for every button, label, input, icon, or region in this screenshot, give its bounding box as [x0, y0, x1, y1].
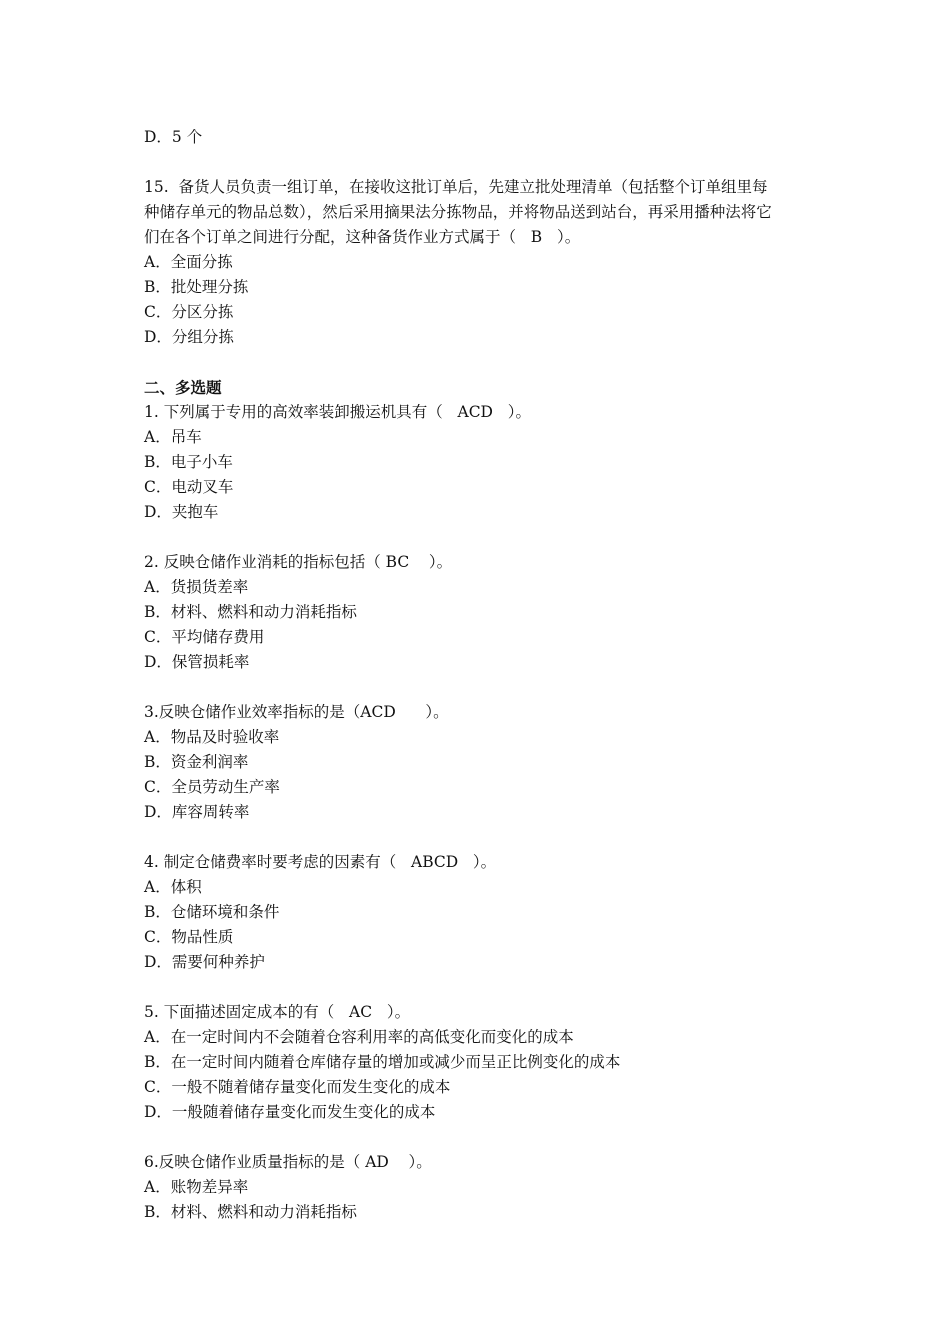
mc-question-2-stem: 2. 反映仓储作业消耗的指标包括（ BC ）。 — [144, 553, 453, 571]
mc-question-1-option-b: B．电子小车 — [144, 453, 233, 471]
mc-question-3-stem: 3.反映仓储作业效率指标的是（ACD ）。 — [144, 703, 449, 721]
mc-question-6 — [144, 1150, 824, 1225]
mc-question-5-option-c: C．一般不随着储存量变化而发生变化的成本 — [144, 1078, 451, 1096]
mc-question-3-option-a: A．物品及时验收率 — [144, 728, 280, 746]
mc-question-3-option-c: C．全员劳动生产率 — [144, 778, 280, 796]
mc-question-1-option-c: C．电动叉车 — [144, 478, 234, 496]
mc-question-6-option-a: A．账物差异率 — [144, 1178, 249, 1196]
mc-question-4-stem: 4. 制定仓储费率时要考虑的因素有（ ABCD ）。 — [144, 853, 497, 871]
mc-question-4-option-b: B．仓储环境和条件 — [144, 903, 280, 921]
mc-question-5-option-b: B．在一定时间内随着仓库储存量的增加或减少而呈正比例变化的成本 — [144, 1053, 621, 1071]
mc-question-5 — [144, 1000, 824, 1125]
mc-question-4 — [144, 850, 824, 975]
mc-question-5-option-a: A．在一定时间内不会随着仓容利用率的高低变化而变化的成本 — [144, 1028, 574, 1046]
mc-question-6-option-b: B．材料、燃料和动力消耗指标 — [144, 1203, 357, 1221]
mc-question-2-option-d: D．保管损耗率 — [144, 653, 250, 671]
mc-question-6-stem: 6.反映仓储作业质量指标的是（ AD ）。 — [144, 1153, 432, 1171]
document-page — [144, 125, 824, 1225]
question-15-option-a: A．全面分拣 — [144, 253, 233, 271]
question-15-option-c: C．分区分拣 — [144, 303, 234, 321]
mc-question-3-option-b: B．资金利润率 — [144, 753, 249, 771]
mc-question-1-stem: 1. 下列属于专用的高效率装卸搬运机具有（ ACD ）。 — [144, 403, 532, 421]
question-15-stem-line-2: 种储存单元的物品总数），然后采用摘果法分拣物品，并将物品送到站台，再采用播种法将它 — [144, 203, 772, 221]
mc-question-3-option-d: D．库容周转率 — [144, 803, 250, 821]
question-15-stem-line-3: 们在各个订单之间进行分配，这种备货作业方式属于（ B ）。 — [144, 228, 581, 246]
mc-question-4-option-c: C．物品性质 — [144, 928, 234, 946]
question-15 — [144, 175, 824, 350]
mc-question-2 — [144, 550, 824, 675]
mc-question-3 — [144, 700, 824, 825]
question-15-option-d: D．分组分拣 — [144, 328, 234, 346]
mc-question-5-option-d: D．一般随着储存量变化而发生变化的成本 — [144, 1103, 436, 1121]
mc-question-1-option-d: D．夹抱车 — [144, 503, 219, 521]
mc-question-5-stem: 5. 下面描述固定成本的有（ AC ）。 — [144, 1003, 411, 1021]
mc-question-2-option-b: B．材料、燃料和动力消耗指标 — [144, 603, 357, 621]
mc-question-1 — [144, 400, 824, 525]
question-15-option-b: B．批处理分拣 — [144, 278, 249, 296]
mc-question-1-option-a: A．吊车 — [144, 428, 202, 446]
mc-question-4-option-d: D．需要何种养护 — [144, 953, 265, 971]
option-d-prev-question: D．5 个 — [144, 128, 203, 146]
mc-question-2-option-a: A．货损货差率 — [144, 578, 249, 596]
mc-question-4-option-a: A．体积 — [144, 878, 202, 896]
mc-question-2-option-c: C．平均储存费用 — [144, 628, 265, 646]
question-15-stem-line-1: 15. 备货人员负责一组订单，在接收这批订单后，先建立批处理清单（包括整个订单组里每 — [144, 178, 768, 196]
section-title-multiple-choice: 二、多选题 — [144, 378, 222, 397]
